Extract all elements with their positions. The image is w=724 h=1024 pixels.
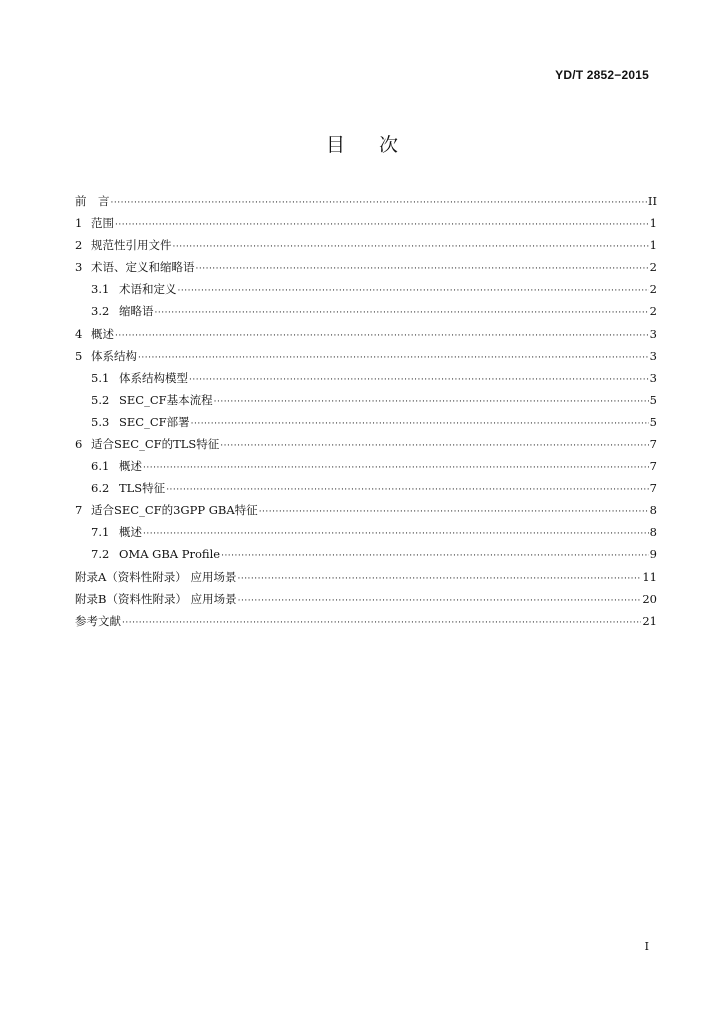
toc-dot-leader xyxy=(221,547,649,561)
toc-dot-leader xyxy=(238,592,642,606)
toc-dot-leader xyxy=(115,216,649,230)
toc-entry[interactable] xyxy=(75,502,657,524)
toc-entry-label: OMA GBA Profile xyxy=(119,546,221,561)
toc-entry-label: 概述 xyxy=(119,459,142,474)
toc-entry-label: TLS特征 xyxy=(119,481,166,496)
toc-entry[interactable] xyxy=(75,237,657,259)
toc-entry-page: 11 xyxy=(642,569,657,584)
toc-entry-number: 7.2 xyxy=(91,546,110,561)
toc-entry-number: 3 xyxy=(75,260,83,275)
toc-entry[interactable] xyxy=(75,547,657,569)
toc-entry-number: 2 xyxy=(75,238,83,253)
toc-entry-label: 附录B（资料性附录） 应用场景 xyxy=(75,591,237,606)
toc-entry-page: 1 xyxy=(649,216,657,231)
toc-entry-page: 21 xyxy=(642,613,657,628)
toc-entry-label: 规范性引用文件 xyxy=(91,238,172,253)
page-title: 目次 xyxy=(325,134,432,156)
toc-entry[interactable] xyxy=(75,370,657,392)
table-of-contents xyxy=(75,193,657,635)
toc-entry-page: 9 xyxy=(649,546,657,561)
toc-entry[interactable] xyxy=(75,524,657,546)
toc-entry[interactable] xyxy=(75,569,657,591)
page-number: I xyxy=(644,940,649,953)
toc-entry-label: 适合SEC_CF的TLS特征 xyxy=(91,437,220,452)
toc-entry-page: 7 xyxy=(649,459,657,474)
toc-entry[interactable] xyxy=(75,348,657,370)
toc-entry-number: 7.1 xyxy=(91,525,110,540)
toc-entry-label: 参考文献 xyxy=(75,613,121,628)
toc-entry-label: SEC_CF基本流程 xyxy=(119,392,213,407)
toc-entry-page: 2 xyxy=(649,304,657,319)
toc-entry-number: 5 xyxy=(75,348,83,363)
toc-entry-number: 6.1 xyxy=(91,459,110,474)
toc-dot-leader xyxy=(115,327,649,341)
toc-entry-label: SEC_CF部署 xyxy=(119,414,190,429)
toc-entry-label: 术语和定义 xyxy=(119,282,177,297)
toc-dot-leader xyxy=(220,437,648,451)
toc-dot-leader xyxy=(143,459,649,473)
toc-entry[interactable] xyxy=(75,303,657,325)
toc-entry-label: 适合SEC_CF的3GPP GBA特征 xyxy=(91,503,258,518)
toc-entry-label: 范围 xyxy=(91,216,114,231)
toc-entry-number: 7 xyxy=(75,503,83,518)
toc-entry[interactable] xyxy=(75,414,657,436)
toc-entry-label: 概述 xyxy=(91,326,114,341)
toc-entry-number: 5.1 xyxy=(91,370,110,385)
toc-entry-page: 7 xyxy=(649,481,657,496)
toc-entry-label: 缩略语 xyxy=(119,304,154,319)
toc-entry-page: 2 xyxy=(649,282,657,297)
toc-entry[interactable] xyxy=(75,259,657,281)
toc-entry[interactable] xyxy=(75,193,657,215)
toc-entry-number: 3.2 xyxy=(91,304,110,319)
toc-entry[interactable] xyxy=(75,215,657,237)
toc-entry-number: 4 xyxy=(75,326,83,341)
toc-entry-number: 5.3 xyxy=(91,414,110,429)
toc-entry[interactable] xyxy=(75,326,657,348)
toc-dot-leader xyxy=(155,304,649,318)
toc-dot-leader xyxy=(166,481,648,495)
toc-entry-page: 3 xyxy=(649,326,657,341)
toc-entry-page: 2 xyxy=(649,260,657,275)
toc-entry-number: 1 xyxy=(75,216,83,231)
toc-dot-leader xyxy=(173,238,649,252)
toc-dot-leader xyxy=(214,393,649,407)
toc-entry-page: 5 xyxy=(649,414,657,429)
toc-entry-page: 3 xyxy=(649,348,657,363)
toc-entry-page: 8 xyxy=(649,525,657,540)
toc-entry-label: 术语、定义和缩略语 xyxy=(91,260,195,275)
toc-dot-leader xyxy=(191,415,649,429)
toc-dot-leader xyxy=(143,525,649,539)
toc-entry-page: 1 xyxy=(649,238,657,253)
toc-entry[interactable] xyxy=(75,392,657,414)
toc-entry-page: 20 xyxy=(642,591,657,606)
toc-dot-leader xyxy=(111,194,647,208)
toc-entry-number: 6.2 xyxy=(91,481,110,496)
toc-entry-label: 前 言 xyxy=(75,194,110,208)
toc-entry-page: 3 xyxy=(649,370,657,385)
toc-entry[interactable] xyxy=(75,480,657,502)
toc-entry[interactable] xyxy=(75,591,657,613)
standard-code: YD/T 2852−2015 xyxy=(555,68,649,82)
toc-entry-page: 7 xyxy=(649,437,657,452)
toc-entry-label: 体系结构 xyxy=(91,348,137,363)
toc-entry[interactable] xyxy=(75,281,657,303)
toc-dot-leader xyxy=(196,260,649,274)
toc-entry[interactable] xyxy=(75,436,657,458)
toc-dot-leader xyxy=(122,614,641,628)
toc-entry-page: 5 xyxy=(649,392,657,407)
toc-dot-leader xyxy=(237,570,641,584)
toc-entry-page: 8 xyxy=(649,503,657,518)
toc-entry-number: 3.1 xyxy=(91,282,110,297)
toc-entry-number: 6 xyxy=(75,437,83,452)
toc-entry-page: II xyxy=(647,194,657,208)
toc-dot-leader xyxy=(178,282,649,296)
toc-entry-label: 附录A（资料性附录） 应用场景 xyxy=(75,569,237,584)
toc-dot-leader xyxy=(189,371,649,385)
toc-dot-leader xyxy=(259,503,649,517)
toc-entry-label: 概述 xyxy=(119,525,142,540)
toc-entry-number: 5.2 xyxy=(91,392,110,407)
toc-dot-leader xyxy=(138,349,649,363)
toc-entry[interactable] xyxy=(75,613,657,635)
toc-entry[interactable] xyxy=(75,458,657,480)
toc-entry-label: 体系结构模型 xyxy=(119,370,188,385)
